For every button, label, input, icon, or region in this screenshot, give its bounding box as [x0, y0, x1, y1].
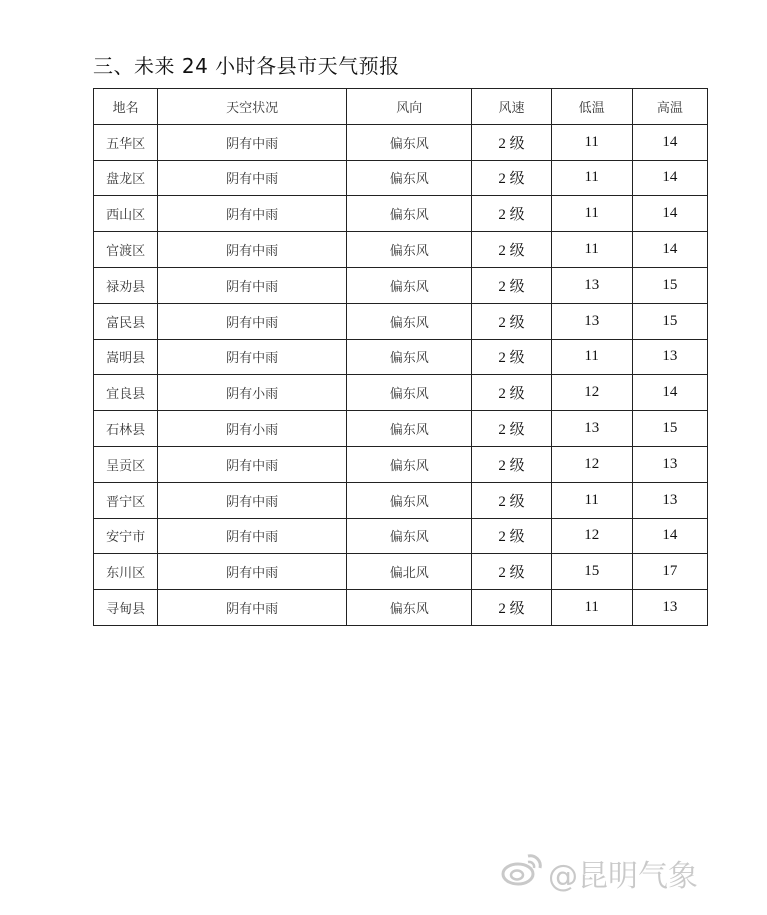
table-cell: 2 级 — [472, 232, 551, 268]
table-cell: 13 — [632, 339, 707, 375]
table-row — [94, 196, 708, 232]
table-cell: 2 级 — [472, 303, 551, 339]
table-cell: 11 — [551, 124, 632, 160]
table-cell: 阴有中雨 — [158, 482, 347, 518]
table-cell: 西山区 — [94, 196, 158, 232]
table-cell: 偏东风 — [346, 232, 472, 268]
table-cell: 2 级 — [472, 411, 551, 447]
watermark — [500, 850, 698, 896]
table-row — [94, 375, 708, 411]
table-cell: 五华区 — [94, 124, 158, 160]
table-cell: 14 — [632, 232, 707, 268]
table-cell: 15 — [632, 267, 707, 303]
table-cell: 盘龙区 — [94, 160, 158, 196]
table-cell: 2 级 — [472, 518, 551, 554]
table-cell: 偏东风 — [346, 375, 472, 411]
table-cell: 12 — [551, 375, 632, 411]
column-header: 天空状况 — [158, 89, 347, 125]
table-row — [94, 411, 708, 447]
table-cell: 嵩明县 — [94, 339, 158, 375]
table-cell: 阴有中雨 — [158, 446, 347, 482]
table-cell: 15 — [551, 554, 632, 590]
column-header: 风向 — [346, 89, 472, 125]
table-cell: 11 — [551, 196, 632, 232]
table-cell: 2 级 — [472, 160, 551, 196]
table-cell: 2 级 — [472, 554, 551, 590]
table-cell: 富民县 — [94, 303, 158, 339]
table-cell: 13 — [551, 303, 632, 339]
table-cell: 2 级 — [472, 196, 551, 232]
table-cell: 11 — [551, 482, 632, 518]
table-cell: 阴有中雨 — [158, 554, 347, 590]
column-header: 风速 — [472, 89, 551, 125]
table-cell: 晋宁区 — [94, 482, 158, 518]
table-cell: 偏东风 — [346, 482, 472, 518]
table-cell: 呈贡区 — [94, 446, 158, 482]
table-cell: 15 — [632, 411, 707, 447]
table-cell: 阴有中雨 — [158, 339, 347, 375]
table-cell: 阴有小雨 — [158, 411, 347, 447]
table-row — [94, 554, 708, 590]
table-cell: 阴有中雨 — [158, 196, 347, 232]
table-cell: 阴有中雨 — [158, 303, 347, 339]
table-cell: 安宁市 — [94, 518, 158, 554]
table-cell: 阴有中雨 — [158, 590, 347, 626]
table-row — [94, 232, 708, 268]
table-row — [94, 446, 708, 482]
table-cell: 13 — [632, 446, 707, 482]
column-header: 高温 — [632, 89, 707, 125]
table-cell: 15 — [632, 303, 707, 339]
table-cell: 13 — [632, 590, 707, 626]
table-cell: 14 — [632, 124, 707, 160]
table-cell: 阴有中雨 — [158, 518, 347, 554]
table-cell: 14 — [632, 375, 707, 411]
table-row — [94, 124, 708, 160]
table-cell: 2 级 — [472, 124, 551, 160]
table-cell: 偏东风 — [346, 124, 472, 160]
table-cell: 偏东风 — [346, 196, 472, 232]
table-cell: 12 — [551, 518, 632, 554]
table-row — [94, 482, 708, 518]
table-cell: 寻甸县 — [94, 590, 158, 626]
table-cell: 阴有中雨 — [158, 267, 347, 303]
table-cell: 东川区 — [94, 554, 158, 590]
table-cell: 11 — [551, 160, 632, 196]
table-row — [94, 303, 708, 339]
table-row — [94, 267, 708, 303]
table-cell: 2 级 — [472, 267, 551, 303]
forecast-table — [93, 88, 708, 626]
table-row — [94, 518, 708, 554]
table-cell: 偏北风 — [346, 554, 472, 590]
table-cell: 阴有中雨 — [158, 160, 347, 196]
table-header-row — [94, 89, 708, 125]
section-title: 三、未来 24 小时各县市天气预报 — [93, 54, 400, 78]
table-cell: 偏东风 — [346, 518, 472, 554]
table-cell: 2 级 — [472, 339, 551, 375]
table-cell: 阴有中雨 — [158, 124, 347, 160]
table-cell: 偏东风 — [346, 339, 472, 375]
weibo-logo-icon — [500, 850, 544, 896]
column-header: 低温 — [551, 89, 632, 125]
table-cell: 偏东风 — [346, 411, 472, 447]
table-cell: 阴有中雨 — [158, 232, 347, 268]
table-cell: 13 — [551, 267, 632, 303]
table-cell: 偏东风 — [346, 446, 472, 482]
table-cell: 偏东风 — [346, 590, 472, 626]
table-cell: 13 — [632, 482, 707, 518]
table-cell: 11 — [551, 232, 632, 268]
table-cell: 13 — [551, 411, 632, 447]
table-cell: 偏东风 — [346, 160, 472, 196]
column-header: 地名 — [94, 89, 158, 125]
table-cell: 偏东风 — [346, 267, 472, 303]
table-cell: 禄劝县 — [94, 267, 158, 303]
table-cell: 11 — [551, 339, 632, 375]
table-row — [94, 160, 708, 196]
table-cell: 2 级 — [472, 590, 551, 626]
table-cell: 阴有小雨 — [158, 375, 347, 411]
table-cell: 2 级 — [472, 375, 551, 411]
table-cell: 官渡区 — [94, 232, 158, 268]
table-cell: 宜良县 — [94, 375, 158, 411]
table-cell: 11 — [551, 590, 632, 626]
table-row — [94, 339, 708, 375]
table-cell: 2 级 — [472, 446, 551, 482]
table-cell: 2 级 — [472, 482, 551, 518]
table-cell: 石林县 — [94, 411, 158, 447]
table-cell: 偏东风 — [346, 303, 472, 339]
table-cell: 14 — [632, 160, 707, 196]
table-cell: 14 — [632, 518, 707, 554]
watermark-text: @昆明气象 — [548, 859, 698, 894]
table-cell: 14 — [632, 196, 707, 232]
table-row — [94, 590, 708, 626]
table-cell: 17 — [632, 554, 707, 590]
table-cell: 12 — [551, 446, 632, 482]
